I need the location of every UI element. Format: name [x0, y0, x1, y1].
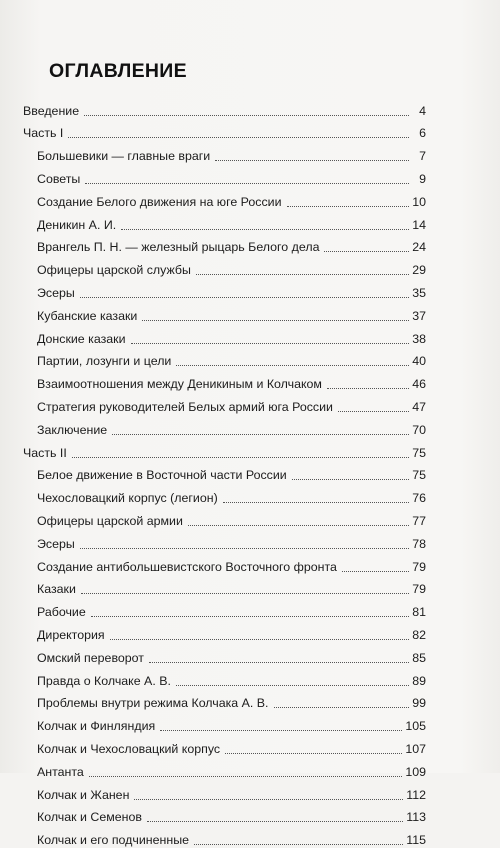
dot-leader — [91, 600, 409, 617]
toc-entry — [37, 278, 426, 301]
toc-entry-title: Колчак и Чехословацкий корпус — [37, 742, 221, 757]
toc-entry-title: Омский переворот — [37, 650, 144, 665]
toc-entry-title: Часть I — [23, 126, 64, 141]
toc-entry-page-number: 46 — [412, 377, 426, 392]
toc-entry — [37, 484, 426, 507]
toc-entry-page-number: 9 — [419, 172, 426, 187]
toc-entry — [37, 529, 426, 552]
toc-entry-title: Врангель П. Н. — железный рыцарь Белого дела — [37, 240, 320, 255]
dot-leader — [131, 327, 410, 344]
toc-entry-title: Введение — [23, 103, 80, 118]
toc-entry — [37, 712, 426, 735]
dot-leader — [324, 235, 409, 252]
toc-entry — [23, 438, 426, 461]
toc-entry-title: Колчак и его подчиненные — [37, 833, 189, 848]
toc-entry — [37, 780, 426, 803]
dot-leader — [338, 395, 409, 412]
toc-entry-title: Донские казаки — [37, 331, 126, 346]
toc-entry-title: Белое движение в Восточной части России — [37, 468, 287, 483]
toc-entry-page-number: 7 — [419, 149, 426, 164]
page-title: ОГЛАВЛЕНИЕ — [49, 60, 187, 82]
toc-entry-page-number: 113 — [406, 810, 426, 825]
toc-entry-page-number: 40 — [412, 354, 426, 369]
toc-entry — [37, 142, 426, 165]
toc-entry-title: Офицеры царской службы — [37, 263, 191, 278]
toc-entry-page-number: 75 — [412, 445, 426, 460]
dot-leader — [110, 623, 409, 640]
toc-entry-page-number: 115 — [406, 833, 426, 848]
dot-leader — [223, 486, 409, 503]
toc-entry-page-number: 24 — [412, 240, 426, 255]
toc-entry-page-number: 109 — [405, 764, 426, 779]
toc-entry-title: Партии, лозунги и цели — [37, 354, 172, 369]
toc-entry — [37, 643, 426, 666]
toc-entry — [37, 734, 426, 757]
dot-leader — [342, 555, 409, 572]
dot-leader — [225, 737, 402, 754]
toc-entry-title: Большевики — главные враги — [37, 149, 211, 164]
toc-entry-title: Часть II — [23, 445, 67, 460]
dot-leader — [292, 463, 409, 480]
toc-entry-page-number: 81 — [412, 605, 426, 620]
dot-leader — [274, 691, 410, 708]
dot-leader — [84, 99, 409, 116]
toc-entry-title: Эсеры — [37, 536, 75, 551]
toc-entry-title: Колчак и Семенов — [37, 810, 142, 825]
toc-entry — [37, 164, 426, 187]
toc-entry — [37, 415, 426, 438]
toc-entry-title: Казаки — [37, 582, 76, 597]
toc-entry — [37, 210, 426, 233]
toc-entry-title: Колчак и Жанен — [37, 787, 130, 802]
dot-leader — [149, 646, 409, 663]
toc-entry-page-number: 47 — [412, 400, 426, 415]
toc-entry-page-number: 29 — [412, 263, 426, 278]
toc-entry — [37, 461, 426, 484]
toc-entry-title: Создание антибольшевистского Восточного фронта — [37, 559, 337, 574]
dot-leader — [287, 190, 409, 207]
dot-leader — [121, 213, 409, 230]
toc-entry — [37, 256, 426, 279]
dot-leader — [80, 532, 409, 549]
dot-leader — [196, 258, 409, 275]
toc-entry-page-number: 105 — [405, 719, 426, 734]
toc-entry-title: Стратегия руководителей Белых армий юга России — [37, 400, 333, 415]
toc-entry-title: Колчак и Финляндия — [37, 719, 156, 734]
toc-entry-page-number: 99 — [412, 696, 426, 711]
dot-leader — [89, 760, 403, 777]
toc-entry-title: Чехословацкий корпус (легион) — [37, 491, 218, 506]
toc-entry — [37, 575, 426, 598]
toc-entry-page-number: 38 — [412, 331, 426, 346]
dot-leader — [81, 577, 409, 594]
toc-entry — [37, 233, 426, 256]
toc-entry-page-number: 107 — [405, 742, 426, 757]
dot-leader — [176, 669, 409, 686]
toc-entry-title: Директория — [37, 628, 105, 643]
toc-entry-page-number: 89 — [412, 673, 426, 688]
toc-entry — [37, 598, 426, 621]
toc-entry-title: Советы — [37, 172, 81, 187]
dot-leader — [134, 783, 403, 800]
toc-entry-title: Антанта — [37, 764, 84, 779]
dot-leader — [194, 828, 403, 845]
toc-entry — [37, 187, 426, 210]
toc-entry-page-number: 75 — [412, 468, 426, 483]
toc-entry — [23, 119, 426, 142]
toc-entry-title: Деникин А. И. — [37, 217, 117, 232]
toc-entry-page-number: 70 — [412, 422, 426, 437]
toc-entry-page-number: 10 — [412, 194, 426, 209]
toc-entry-page-number: 37 — [412, 308, 426, 323]
toc-entry — [37, 506, 426, 529]
dot-leader — [85, 167, 409, 184]
toc-entry — [37, 803, 426, 826]
toc-entry — [37, 370, 426, 393]
toc-entry — [37, 347, 426, 370]
toc-entry-page-number: 79 — [412, 582, 426, 597]
dot-leader — [72, 441, 409, 458]
dot-leader — [68, 121, 409, 138]
dot-leader — [327, 372, 409, 389]
toc-entry-title: Рабочие — [37, 605, 86, 620]
toc-entry-title: Кубанские казаки — [37, 308, 138, 323]
toc-entry — [37, 666, 426, 689]
toc-entry — [37, 826, 426, 848]
toc-entry-page-number: 79 — [412, 559, 426, 574]
toc-entry-page-number: 77 — [412, 514, 426, 529]
dot-leader — [176, 349, 409, 366]
toc-entry-page-number: 14 — [412, 217, 426, 232]
dot-leader — [160, 714, 402, 731]
toc-entry-title: Взаимоотношения между Деникиным и Колчаком — [37, 377, 322, 392]
toc-entry-page-number: 112 — [406, 787, 426, 802]
toc-entry-title: Создание Белого движения на юге России — [37, 194, 282, 209]
dot-leader — [147, 805, 403, 822]
toc-entry — [37, 757, 426, 780]
dot-leader — [188, 509, 409, 526]
toc-entry-title: Заключение — [37, 422, 108, 437]
toc-entry — [37, 552, 426, 575]
dot-leader — [80, 281, 409, 298]
toc-entry-page-number: 85 — [412, 650, 426, 665]
toc-entry-page-number: 4 — [419, 103, 426, 118]
dot-leader — [215, 144, 409, 161]
toc-entry — [37, 324, 426, 347]
toc-entry-page-number: 6 — [419, 126, 426, 141]
toc-entry — [23, 96, 426, 119]
toc-entry-title: Правда о Колчаке А. В. — [37, 673, 171, 688]
toc-entry — [37, 689, 426, 712]
toc-entry-page-number: 35 — [412, 286, 426, 301]
toc-entry-page-number: 78 — [412, 536, 426, 551]
toc-entry-title: Проблемы внутри режима Колчака А. В. — [37, 696, 269, 711]
toc-entry — [37, 301, 426, 324]
toc-entry-title: Эсеры — [37, 286, 75, 301]
dot-leader — [112, 418, 409, 435]
toc-entry-title: Офицеры царской армии — [37, 514, 183, 529]
toc-entry — [37, 392, 426, 415]
toc-entry-page-number: 76 — [412, 491, 426, 506]
toc-entry — [37, 620, 426, 643]
toc-entry-page-number: 82 — [412, 628, 426, 643]
dot-leader — [142, 304, 409, 321]
